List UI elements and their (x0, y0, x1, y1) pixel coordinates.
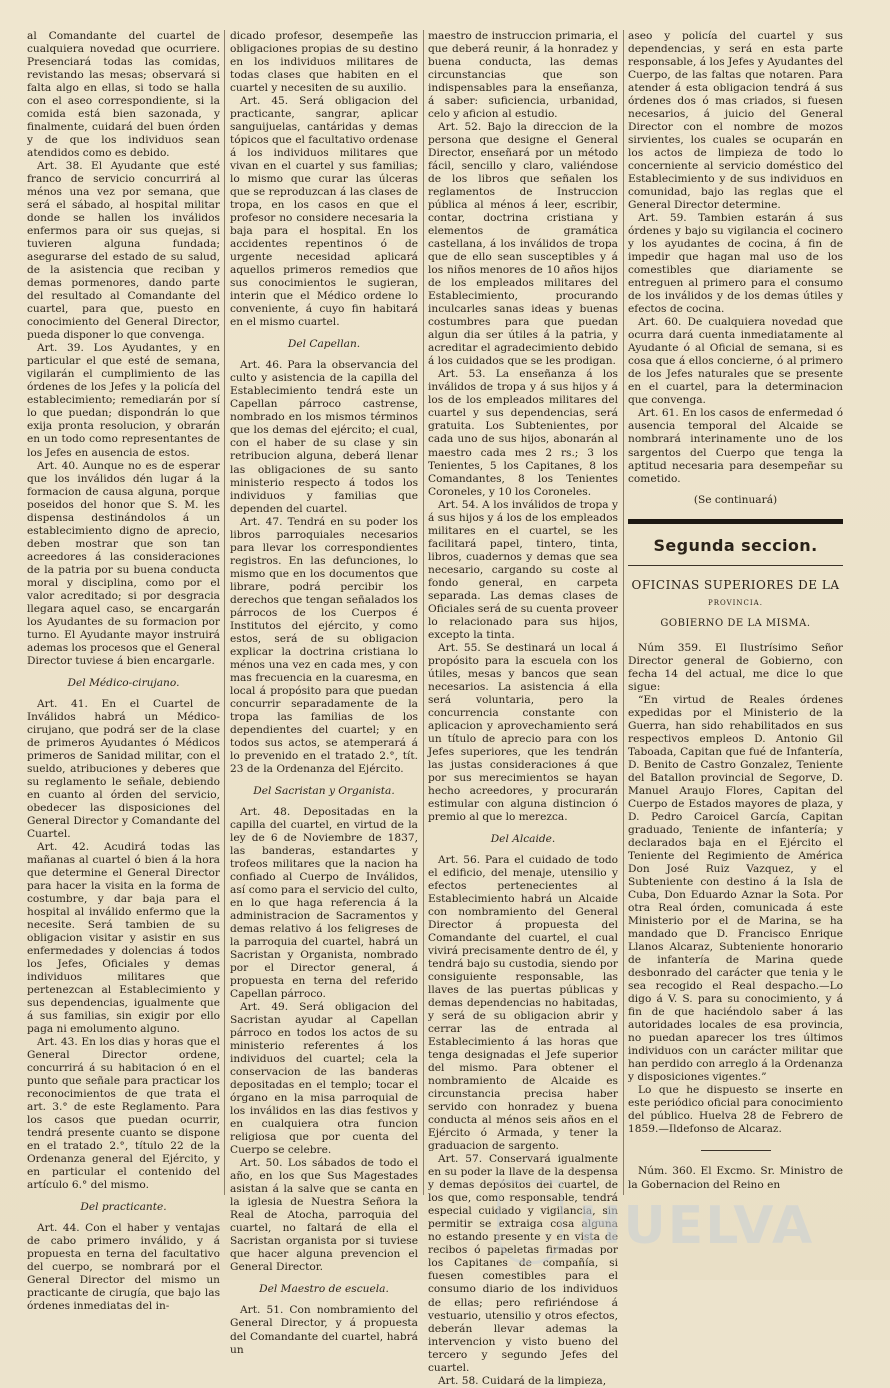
article-50: Art. 50. Los sábados de todo el año, en los que Sus Magestades asistan á la salve que se canta en la iglesia de Nuestra Señora la Real de Atocha, parroquia del cuartel, no faltará de ella el Sacristan organista por si tuviese que hacer alguna prevencion el General Director. (230, 1157, 418, 1274)
article-51: Art. 51. Con nombramiento del General Director, y á propuesta del Comandante del cuartel, habrá un (230, 1304, 418, 1356)
section-title: Segunda seccion. (653, 535, 818, 555)
article-53: Art. 53. La enseñanza á los inválidos de tropa y á sus hijos y á los de los empleados militares del cuartel y sus dependencias, será gratuita. Los Subtenientes, por cada uno de sus hijos, abonarán al maestro cada mes 2 rs.; 3 los Tenientes, 5 los Capitanes, 8 los Comandantes, 8 los Tenientes Coroneles, y 10 los Coroneles. (428, 368, 618, 498)
divider (628, 565, 843, 566)
article-55: Art. 55. Se destinará un local á propósito para la escuela con los útiles, mesas y bancos que sean necesarios. La asistencia á ella será voluntaria, pero la concurrencia constante con aplicacion y aprovechamiento será un título de aprecio para con los Jefes superiores, que les tendrán las justas consideraciones á que por sus merecimientos se hayan hecho acreedores, y procurarán estimular con alguna distincion ó premio al que lo merezca. (428, 641, 618, 823)
continued-note: (Se continuará) (693, 493, 778, 506)
column-1 (27, 30, 220, 1314)
notice-359-body: “En virtud de Reales órdenes expedidas por el Ministerio de la Guerra, han sido rehabilitados en sus respectivos empleos D. Antonio Gil Taboada, Capitan que fué de Infantería, D. Benito de Castro Gonzalez, Teniente del Batallon provincial de Segorve, D. Manuel Araujo Flores, Capitan del Cuerpo de Estados mayores de plaza, y D. Pedro Caroicel García, Capitan graduado, Teniente de infantería; y declarados baja en el Ejército el Teniente del Regimiento de América Don José Ruiz Vazquez, y el Subteniente con destino á la Isla de Cuba, Don Eduardo Aznar la Sota. Por otra Real órden, comunicada á este Ministerio por el de Marina, se ha mandado que D. Francisco Enrique Llanos Alcaraz, Subteniente honorario de infantería de Marina quede desbonrado del carácter que tenia y le sea recogido el Real despacho.—Lo digo á V. S. para su conocimiento, y á fin de que haciéndolo saber á las autoridades locales de esa provincia, no puedan aparecer los tres últimos individuos con un carácter militar que han perdido con arreglo á la Ordenanza y disposiciones vigentes.” (628, 693, 843, 1084)
column-divider (423, 30, 424, 1195)
article-57: Art. 57. Conservará igualmente en su poder la llave de la despensa y demas depósitos del cuartel, de los que, como responsable, tendrá especial cuidado y vigilancia, sin permitir se extraiga cosa alguna no estando presente y en vista de recibos ó papeletas firmadas por los Capitanes de compañía, si fuesen comestibles para el consumo diario de los individuos de ellas; pero refiriéndose á vestuario, utensilio y otros efectos, deberán llevar ademas la intervencion y visto bueno del tercero y segundo Jefes del cuartel. (428, 1153, 618, 1374)
article-45: Art. 45. Será obligacion del practicante, sangrar, aplicar sanguijuelas, cantáridas y demas tópicos que el facultativo ordenase á los individuos militares que vivan en el cuartel y sus familias; lo mismo que curar las úlceras que se reproduzcan á las clases de tropa, en los casos en que el profesor no considere necesaria la baja para el hospital. En los accidentes repentinos ó de urgente necesidad aplicará aquellos primeros remedios que sus conocimientos le sugieran, interin que el Médico ordene lo conveniente, á cuyo fin habitará en el mismo cuartel. (230, 95, 418, 329)
article-40: Art. 40. Aunque no es de esperar que los inválidos dén lugar á la formacion de causa alguna, porque poseidos del honor que S. M. les dispensa destinándolos á un establecimiento digno de aprecio, deben mostrar que son tan acreedores á las consideraciones de la patria por su buena conducta moral y disciplina, como por el valor acreditado; si por desgracia llegara aquel caso, se encargarán los Ayudantes de su formacion por turno. El Ayudante mayor instruirá ademas los procesos que el General Director tuviese á bien encargarle. (27, 459, 221, 667)
paragraph: dicado profesor, desempeñe las obligaciones propias de su destino en los individuos militares de todas clases que habiten en el cuartel y necesiten de su auxilio. (230, 30, 418, 95)
article-58: Art. 58. Cuidará de la limpieza, (438, 1374, 607, 1387)
section-heading-maestro: Del Maestro de escuela. (259, 1283, 389, 1296)
column-divider (623, 30, 624, 1195)
column-2 (230, 30, 418, 1357)
heading-gobierno: GOBIERNO DE LA MISMA. (660, 617, 811, 629)
heading-provincia: PROVINCIA. (708, 598, 763, 607)
section-heading-alcaide: Del Alcaide. (490, 832, 556, 845)
article-60: Art. 60. De cualquiera novedad que ocurra dará cuenta inmediatamente al Ayudante ó al Oficial de semana, si es cosa que á ellos concierne, ó al primero de los Jefes naturales que se presente en el cuartel, para la determinacion que convenga. (628, 316, 843, 407)
article-38: Art. 38. El Ayudante que esté franco de servicio concurrirá al ménos una vez por semana, que será el sábado, al hospital militar donde se hallen los inválidos enfermos para oir sus quejas, si tuvieren alguna fundada; asegurarse del estado de su salud, de la asistencia que reciban y demas pormenores, dando parte del resultado al Comandante del cuartel, para que, puesto en conocimiento del General Director, pueda disponer lo que convenga. (27, 160, 220, 342)
thick-divider (628, 519, 843, 524)
article-61: Art. 61. En los casos de enfermedad ó ausencia temporal del Alcaide se nombrará interinamente uno de los sargentos del Cuerpo que tenga la aptitud necesaria para desempeñar su cometido. (628, 407, 843, 485)
notice-359-intro: Núm 359. El Ilustrísimo Señor Director general de Gobierno, con fecha 14 del actual, me dice lo que sigue: (628, 641, 843, 693)
article-39: Art. 39. Los Ayudantes, y en particular el que esté de semana, vigilarán el cumplimiento de las órdenes de los Jefes y la policía del establecimiento; remediarán por sí lo que puedan; dispondrán lo que exija pronta resolucion, y obrarán en un todo como representantes de los Jefes en ausencia de estos. (27, 342, 220, 459)
article-43: Art. 43. En los dias y horas que el General Director ordene, concurrirá á su habitacion ó en el punto que señale para practicar los reconocimientos de que trata el art. 3.° de este Reglamento. Para los casos que puedan ocurrir, tendrá presente cuanto se dispone en el tratado 2.°, título 22 de la Ordenanza general del Ejército, y en particular el contenido del artículo 6.° del mismo. (27, 1036, 220, 1192)
article-47: Art. 47. Tendrá en su poder los libros parroquiales necesarios para llevar los correspondientes registros. En las defunciones, lo mismo que en los documentos que librare, podrá percibir los derechos que tengan señalados los párrocos de los Cuerpos é Institutos del ejército, y como estos, será de su obligacion explicar la doctrina cristiana lo ménos una vez en cada mes, y con mas frecuencia en la cuaresma, en local á propósito para que puedan concurrir separadamente de la tropa las familias de los dependientes del cuartel; y en todos sus actos, se atemperará á lo prevenido en el tratado 2.°, tít. 23 de la Ordenanza del Ejército. (230, 515, 418, 775)
article-59: Art. 59. Tambien estarán á sus órdenes y bajo su vigilancia el cocinero y los ayudantes de cocina, á fin de impedir que hagan mal uso de los comestibles que diariamente se entreguen al primero para el consumo de los inválidos y de los demas útiles y efectos de cocina. (628, 212, 843, 316)
section-heading-practicante: Del practicante. (80, 1201, 167, 1214)
paragraph: maestro de instruccion primaria, el que deberá reunir, á la honradez y buena conducta, las demas circunstancias que son indispensables para la enseñanza, á saber: suficiencia, urbanidad, celo y aficion al estudio. (428, 30, 618, 121)
article-48: Art. 48. Depositadas en la capilla del cuartel, en virtud de la ley de 6 de Noviembre de 1837, las banderas, estandartes y trofeos militares que la nacion ha confiado al Cuerpo de Inválidos, así como para el servicio del culto, en lo que haga referencia á la administracion de Sacramentos y demas relativo á los feligreses de la parroquia del cuartel, habrá un Sacristan y Organista, nombrado por el Director general, á propuesta en terna del referido Capellan párroco. (230, 805, 418, 1001)
article-42: Art. 42. Acudirá todas las mañanas al cuartel ó bien á la hora que determine el General Director para hacer la visita en la forma de costumbre, y dar baja para el hospital al inválido enfermo que la necesite. Será tambien de su obligacion visitar y asistir en sus enfermedades y dolencias á todos los Jefes, Oficiales y demas individuos militares que pertenezcan al Establecimiento y sus dependencias, igualmente que á sus familias, sin exigir por ello paga ni emolumento alguno. (27, 840, 220, 1036)
article-44: Art. 44. Con el haber y ventajas de cabo primero inválido, y á propuesta en terna del facultativo del cuerpo, se nombrará por el General Director del mismo un practicante de cirugía, que bajo las órdenes inmediatas del in- (27, 1222, 220, 1313)
paragraph: al Comandante del cuartel de cualquiera novedad que ocurriere. Presenciará todas las comidas, revistando las mesas; observará si falta algo en ellas, si todo se halla con el aseo correspondiente, si la comida está bien sazonada, y finalmente, cuidará del buen órden y de que los individuos sean atendidos como es debido. (27, 30, 220, 160)
article-56: Art. 56. Para el cuidado de todo el edificio, del menaje, utensilio y efectos pertenecientes al Establecimiento habrá un Alcaide con nombramiento del General Director á propuesta del Comandante del cuartel, el cual vivirá precisamente dentro de él, y tendrá bajo su custodia, siendo por consiguiente responsable, las llaves de las puertas públicas y demas dependencias no habitadas, y será de su obligacion abrir y cerrar las de entrada al Establecimiento á las horas que tenga designadas el Jefe superior del mismo. Para obtener el nombramiento de Alcaide es circunstancia precisa haber servido con honradez y buena conducta al ménos seis años en el Ejército ó Armada, y tener la graduacion de sargento. (428, 853, 618, 1153)
column-divider (224, 30, 225, 1195)
column-4 (628, 30, 843, 1192)
article-49: Art. 49. Será obligacion del Sacristan ayudar al Capellan párroco en todos los actos de su ministerio referentes á los individuos del cuartel; cela la conservacion de las banderas depositadas en el templo; tocar el órgano en la misa parroquial de los inválidos en las dias festivos y en cualquiera otra funcion religiosa que por cuenta del Cuerpo se celebre. (230, 1001, 418, 1157)
article-41: Art. 41. En el Cuartel de Inválidos habrá un Médico-cirujano, que podrá ser de la clase de primeros Ayudantes ó Médicos primeros de Sanidad militar, con el sueldo, atribuciones y deberes que su reglamento le señale, debiendo en cuanto al órden del servicio, obedecer las disposiciones del General Director y Comandante del Cuartel. (27, 697, 220, 840)
article-46: Art. 46. Para la observancia del culto y asistencia de la capilla del Establecimiento tendrá este un Capellan párroco castrense, nombrado en los mismos términos que los demas del ejército; el cual, con el haber de su clase y sin retribucion alguna, deberá llenar las obligaciones de su santo ministerio respecto á todos los individuos y familias que dependen del cuartel. (230, 359, 418, 515)
section-heading-medico: Del Médico-cirujano. (67, 676, 180, 689)
notice-359-closing: Lo que he dispuesto se inserte en este periódico oficial para conocimiento del público. Huelva 28 de Febrero de 1859.—Ildefonso de Alcaraz. (628, 1084, 844, 1136)
paragraph: aseo y policía del cuartel y sus dependencias, y será en esta parte responsable, á los Jefes y Ayudantes del Cuerpo, de las faltas que notaren. Para atender á esta obligacion tendrá á sus órdenes dos ó mas criados, si fuesen necesarios, á juicio del General Director con el nombre de mozos sirvientes, los cuales se ocuparán en los actos de limpieza de todo lo concerniente al servicio doméstico del Establecimiento y de sus individuos en comunidad, bajo las reglas que el General Director determine. (628, 30, 843, 212)
watermark-shield-icon (497, 1180, 563, 1264)
article-54: Art. 54. A los inválidos de tropa y á sus hijos y á los de los empleados militares en el cuartel, se les facilitará papel, tintero, tinta, libros, cuadernos y demas que sea necesario, cargando su coste al fondo general, en carpeta separada. Las demas clases de Oficiales será de su cuenta proveer lo relacionado para sus hijos, excepto la tinta. (428, 498, 618, 641)
heading-oficinas: OFICINAS SUPERIORES DE LA (631, 578, 840, 593)
section-heading-capellan: Del Capellan. (287, 338, 361, 351)
section-heading-sacristan: Del Sacristan y Organista. (253, 784, 395, 797)
watermark-logo: HUELVA (578, 1196, 815, 1256)
article-52: Art. 52. Bajo la direccion de la persona que designe el General Director, enseñará por un método fácil, sencillo y claro, valiéndose de los libros que señalen los reglamentos de Instruccion pública al ménos á leer, escribir, contar, doctrina cristiana y elementos de gramática castellana, á los inválidos de tropa que de ello sean susceptibles y á los niños menores de 10 años hijos de los empleados militares del Establecimiento, procurando inculcarles sanas ideas y buenas costumbres para que puedan algun dia ser útiles á la patria, y acreditar el agradecimiento debido á los cuidados que se les prodigan. (428, 121, 618, 368)
notice-360: Núm. 360. El Excmo. Sr. Ministro de la Gobernacion del Reino en (628, 1165, 843, 1191)
short-divider (701, 1150, 771, 1151)
